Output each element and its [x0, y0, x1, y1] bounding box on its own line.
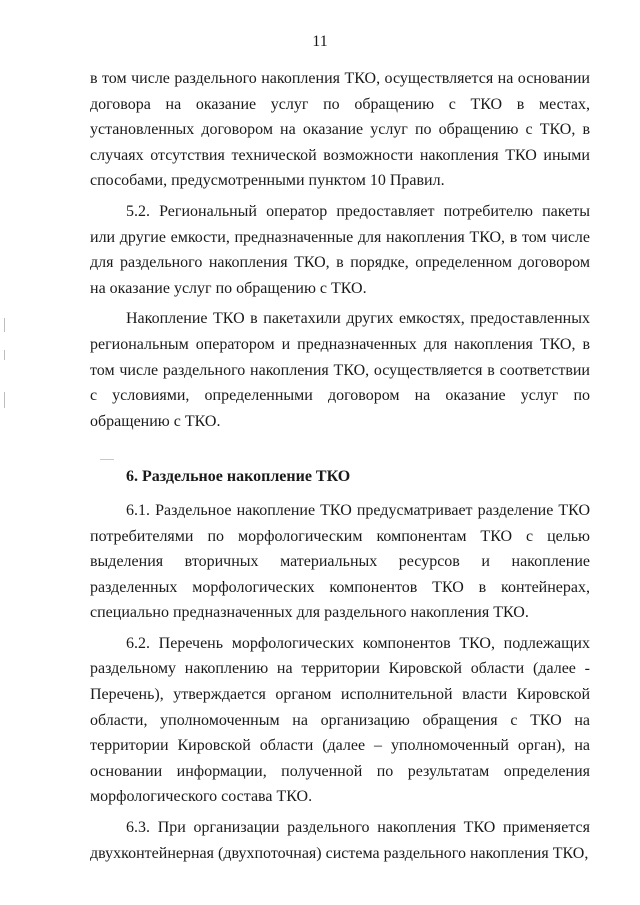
- scan-artifact: [4, 318, 5, 332]
- section-heading: 6. Раздельное накопление ТКО: [126, 468, 351, 486]
- scan-artifact: [4, 350, 5, 360]
- paragraph-6-3: 6.3. При организации раздельного накопления ТКО применяется двухконтейнерная (двухпоточная) система раздельного накопления ТКО,: [90, 819, 590, 862]
- scan-artifact: [100, 459, 114, 460]
- document-body: [90, 66, 590, 866]
- paragraph-6-1: 6.1. Раздельное накопление ТКО предусматривает разделение ТКО потребителями по морфологическим компонентам ТКО с целью выделения вторичных материальных ресурсов и накопление разделенных морфологических компонентов ТКО в контейнерах, специально предназначенных для раздельного накопления ТКО.: [90, 501, 590, 622]
- page-number: 11: [312, 33, 328, 50]
- paragraph-continuation: в том числе раздельного накопления ТКО, осуществляется на основании договора на оказание услуг по обращению с ТКО в местах, установленных договором на оказание услуг по обращению с ТКО, в случаях отсутствия технической возможности накопления ТКО иными способами, предусмотренными пунктом 10 Правил.: [90, 70, 590, 190]
- paragraph-5-2: 5.2. Региональный оператор предоставляет потребителю пакеты или другие емкости, предназначенные для накопления ТКО, в том числе для раздельного накопления ТКО, в порядке, определенном договором на оказание услуг по обращению с ТКО.: [90, 202, 590, 297]
- paragraph-accumulation: Накопление ТКО в пакетахили других емкостях, предоставленных региональным оператором и предназначенных для накопления ТКО, в том числе раздельного накопления ТКО, осуществляется в соответствии с условиями, определенными договором на оказание услуг по обращению с ТКО.: [90, 310, 590, 430]
- paragraph-6-2: 6.2. Перечень морфологических компонентов ТКО, подлежащих раздельному накоплению на территории Кировской области (далее - Перечень), утверждается органом исполнительной власти Кировской области, уполномоченным на организацию обращения с ТКО на территории Кировской области (далее – уполномоченный орган), на основании информации, полученной по результатам определения морфологического состава ТКО.: [90, 634, 590, 806]
- scan-artifact: [4, 392, 5, 408]
